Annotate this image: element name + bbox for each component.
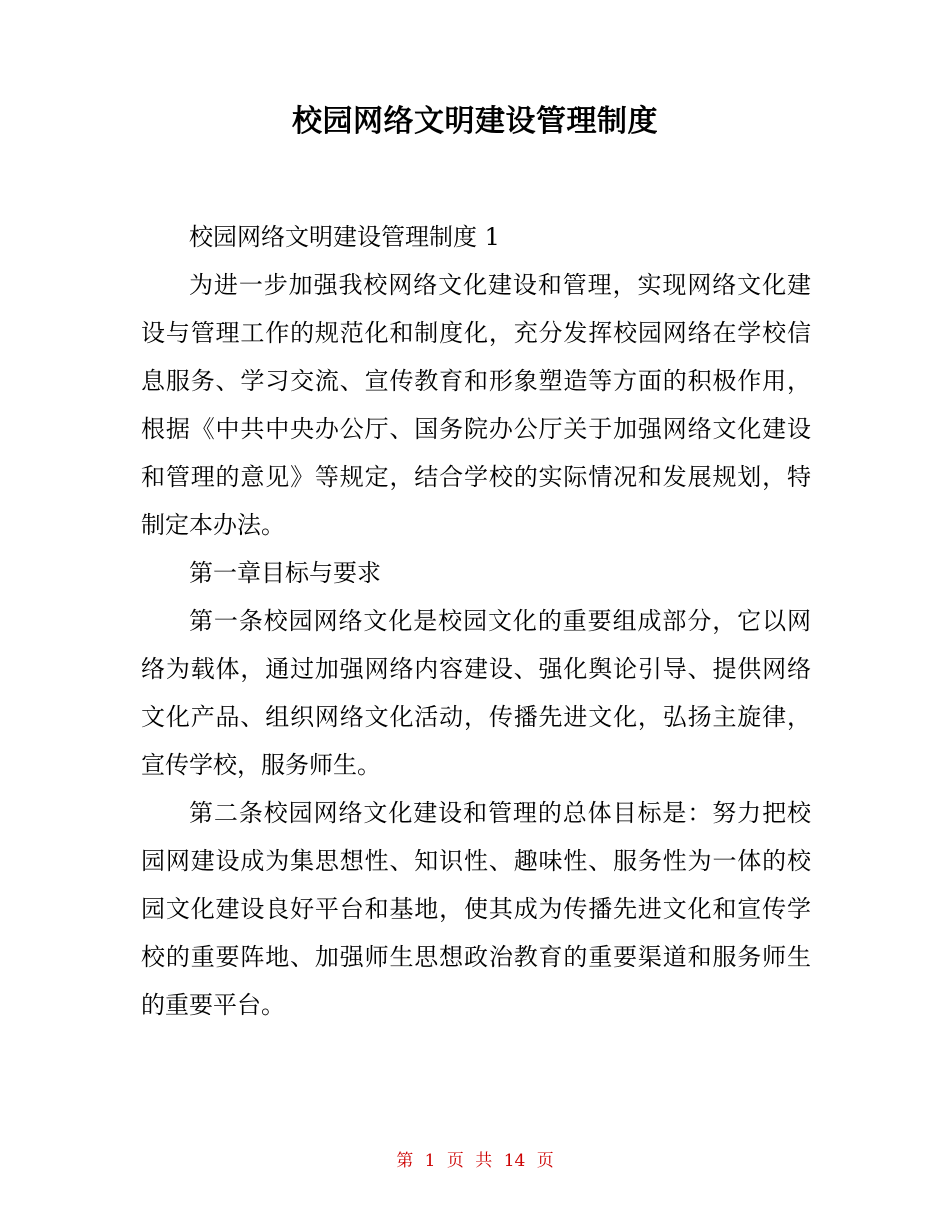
section-heading: 校园网络文明建设管理制度 1 bbox=[189, 223, 500, 251]
intro-paragraph: 为进一步加强我校网络文化建设和管理，实现网络文化建设与管理工作的规范化和制度化，充分发挥校园网络在学校信息服务、学习交流、宣传教育和形象塑造等方面的积极作用，根据《中共中央办公厅、国务院办公厅关于加强网络文化建设和管理的意见》等规定，结合学校的实际情况和发展规划，特制定本办法。 bbox=[141, 271, 811, 539]
chapter-heading: 第一章目标与要求 bbox=[189, 559, 381, 587]
article-2-paragraph: 第二条校园网络文化建设和管理的总体目标是：努力把校园网建设成为集思想性、知识性、趣味性、服务性为一体的校园文化建设良好平台和基地，使其成为传播先进文化和宣传学校的重要阵地、加强师生思想政治教育的重要渠道和服务师生的重要平台。 bbox=[141, 799, 811, 1019]
document-title: 校园网络文明建设管理制度 bbox=[292, 104, 658, 139]
document-body bbox=[141, 213, 811, 1029]
article-1-paragraph: 第一条校园网络文化是校园文化的重要组成部分，它以网络为载体，通过加强网络内容建设、强化舆论引导、提供网络文化产品、组织网络文化活动，传播先进文化，弘扬主旋律，宣传学校，服务师生。 bbox=[141, 607, 811, 779]
page-number-footer: 第 1 页 共 14 页 bbox=[396, 1151, 554, 1171]
